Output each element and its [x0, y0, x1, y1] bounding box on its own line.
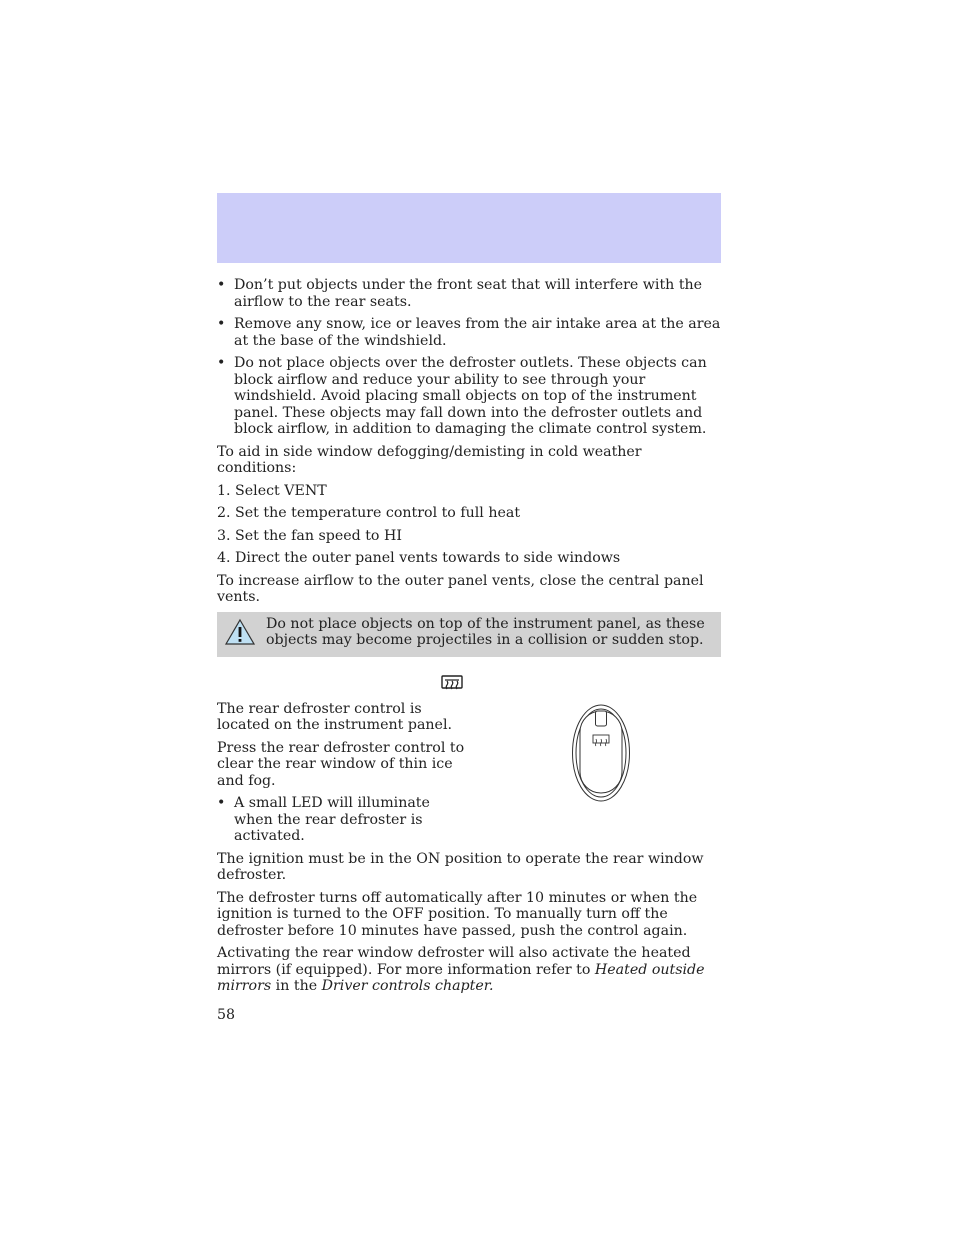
mirrors-link-1: Heated outside mirrors [217, 961, 705, 994]
warning-text: Do not place objects on top of the instrument panel, as these objects may become projectiles in a collision or sudden stop. [266, 615, 705, 648]
step-item: 1. Select VENT [217, 482, 327, 499]
defroster-text-column [217, 675, 469, 845]
list-item-text: A small LED will illuminate when the rear defroster is activated. [234, 795, 430, 844]
section-header-band [217, 193, 721, 263]
steps-list [217, 483, 721, 567]
defroster-press: Press the rear defroster control to clear the rear window of thin ice and fog. [217, 739, 465, 789]
heated-mirrors-note [217, 945, 721, 995]
side-window-intro: To aid in side window defogging/demisting in cold weather conditions: [217, 443, 642, 476]
mirrors-text-2: in the [271, 978, 322, 994]
page-content [217, 277, 721, 1023]
ignition-note: The ignition must be in the ON position to operate the rear window defroster. [217, 850, 704, 883]
bullet: • [217, 795, 226, 811]
page-number: 58 [217, 1006, 236, 1023]
defroster-location: The rear defroster control is located on the instrument panel. [217, 700, 453, 733]
list-item [217, 795, 469, 845]
list-item-text: Do not place objects over the defroster outlets. These objects can block airflow and reduce your ability to see through your windshield. Avoid placing small objects on top of the instrument panel. These objects may fall down into the defroster outlets and block airflow, in addition to damaging the climate control system. [234, 355, 707, 437]
auto-off-note: The defroster turns off automatically after 10 minutes or when the ignition is turned to the OFF position. To manually turn off the defroster before 10 minutes have passed, push the control again. [217, 889, 698, 939]
defrost-button-icon [571, 703, 631, 803]
bullet: • [217, 316, 226, 332]
warning-triangle-icon [224, 618, 256, 646]
bullet: • [217, 355, 226, 371]
step-item: 2. Set the temperature control to full heat [217, 505, 521, 521]
mirrors-link-2: Driver controls chapter. [321, 978, 494, 994]
list-item [217, 316, 721, 349]
led-list [217, 795, 469, 845]
step-item: 4. Direct the outer panel vents towards to side windows [217, 550, 621, 566]
rear-defrost-icon [441, 675, 463, 691]
list-item [217, 355, 721, 438]
list-item-text: Remove any snow, ice or leaves from the air intake area at the area at the base of the windshield. [234, 316, 721, 349]
warning-box [217, 612, 721, 657]
mirrors-text-1: Activating the rear window defroster will also activate the heated mirrors (if equipped). For more information refer to [217, 945, 691, 978]
bullet: • [217, 277, 226, 293]
list-item [217, 277, 721, 310]
list-item-text: Don’t put objects under the front seat that will interfere with the airflow to the rear seats. [234, 277, 703, 310]
tips-list [217, 277, 721, 438]
step-item: 3. Set the fan speed to HI [217, 527, 402, 544]
rear-defroster-section [217, 675, 721, 845]
airflow-note: To increase airflow to the outer panel vents, close the central panel vents. [217, 572, 704, 605]
